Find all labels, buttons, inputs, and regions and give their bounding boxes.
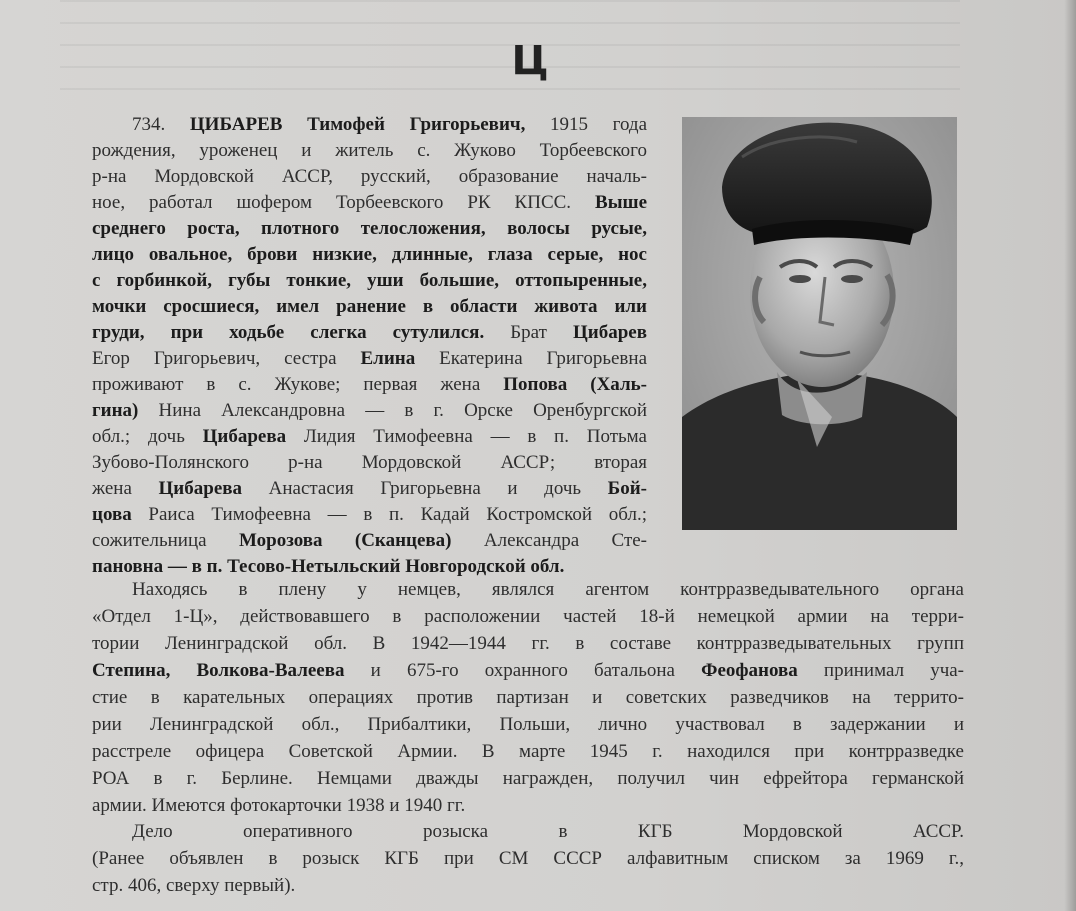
bold-text: Попова (Халь- <box>503 374 648 395</box>
text-line <box>92 372 647 398</box>
text-run: Лидия Тимофеевна — в п. Потьма <box>286 426 647 447</box>
text-run: рождения, уроженец и житель с. Жуково Торбеевского <box>92 140 647 161</box>
text-run: армии. Имеются фотокарточки 1938 и 1940 гг. <box>92 795 466 816</box>
text-line <box>92 346 647 372</box>
entry-paragraph <box>92 112 647 580</box>
bold-text: Цибарев <box>573 322 647 343</box>
text-run: 1915 года <box>525 114 648 135</box>
main-paragraph <box>92 576 964 819</box>
text-run: Раиса Тимофеевна — в п. Кадай Костромской обл.; <box>131 504 647 525</box>
text-line <box>92 684 964 711</box>
text-run: тории Ленинградской обл. В 1942—1944 гг. в составе контрразведывательных групп <box>92 633 964 654</box>
bold-text: с горбинкой, губы тонкие, уши большие, оттопыренные, <box>92 270 647 291</box>
bold-text: лицо овальное, брови низкие, длинные, глаза серые, нос <box>92 244 647 265</box>
bold-text: Степина, Волкова-Валеева <box>92 660 345 681</box>
text-line <box>92 476 647 502</box>
text-line <box>92 320 647 346</box>
bold-text: Бой- <box>607 478 647 499</box>
text-line <box>92 738 964 765</box>
text-line <box>92 242 647 268</box>
text-run: Егор Григорьевич, сестра <box>92 348 361 369</box>
text-line <box>92 657 964 684</box>
text-line <box>92 872 964 899</box>
text-run: Находясь в плену у немцев, являлся агентом контрразведывательного органа <box>132 579 964 600</box>
text-run: Зубово-Полянского р-на Мордовской АССР; вторая <box>92 452 647 473</box>
text-run: Дело оперативного розыска в КГБ Мордовской АССР. <box>132 821 964 842</box>
text-line <box>92 190 647 216</box>
bold-text: Морозова (Сканцева) <box>238 530 452 551</box>
text-run: ное, работал шофером Торбеевского РК КПСС. <box>92 192 596 213</box>
text-run: 734. <box>132 114 190 135</box>
text-line <box>92 630 964 657</box>
text-line <box>92 576 964 603</box>
text-line <box>92 164 647 190</box>
bold-text: пановна — в п. Тесово-Нетыльский Новгородской обл. <box>92 556 565 577</box>
bold-text: Выше <box>595 192 647 213</box>
text-line <box>92 112 647 138</box>
text-run: «Отдел 1-Ц», действовавшего в расположении частей 18-й немецкой армии на терри- <box>92 606 964 627</box>
text-run: Александра Сте- <box>451 530 648 551</box>
text-run: рии Ленинградской обл., Прибалтики, Польши, лично участвовал в задержании и <box>92 714 964 735</box>
section-letter: Ц <box>511 38 549 84</box>
portrait-photo <box>682 117 957 530</box>
text-line <box>92 424 647 450</box>
bold-text: гина) <box>92 400 139 421</box>
bold-text: ЦИБАРЕВ Тимофей Григорьевич, <box>189 114 526 135</box>
text-line <box>92 502 647 528</box>
text-run: (Ранее объявлен в розыск КГБ при СМ СССР алфавитным списком за 1969 г., <box>92 848 964 869</box>
bold-text: мочки сросшиеся, имел ранение в области живота или <box>92 296 647 317</box>
text-line <box>92 711 964 738</box>
text-line <box>92 294 647 320</box>
text-run: проживают в с. Жукове; первая жена <box>92 374 504 395</box>
text-run: жена <box>92 478 159 499</box>
text-line <box>92 528 647 554</box>
text-line <box>92 398 647 424</box>
text-run: стие в карательных операциях против партизан и советских разведчиков на террито- <box>92 687 964 708</box>
text-run: стр. 406, сверху первый). <box>92 875 296 896</box>
text-run: РОА в г. Берлине. Немцами дважды награжден, получил чин ефрейтора германской <box>92 768 964 789</box>
text-run: Екатерина Григорьевна <box>415 348 647 369</box>
text-line <box>92 845 964 872</box>
text-line <box>92 216 647 242</box>
bold-text: груди, при ходьбе слегка сутулился. <box>92 322 485 343</box>
text-run: р-на Мордовской АССР, русский, образование началь- <box>92 166 647 187</box>
text-line <box>92 268 647 294</box>
text-run: расстреле офицера Советской Армии. В марте 1945 г. находился при контрразведке <box>92 741 964 762</box>
text-run: Нина Александровна — в г. Орске Оренбургской <box>138 400 647 421</box>
bold-text: цова <box>92 504 132 525</box>
text-run: Брат <box>484 322 573 343</box>
text-line <box>92 138 647 164</box>
text-line <box>92 792 964 819</box>
text-run: принимал уча- <box>797 660 965 681</box>
text-line <box>92 765 964 792</box>
case-notes <box>92 818 964 899</box>
bold-text: Цибарева <box>202 426 287 447</box>
text-run: обл.; дочь <box>92 426 203 447</box>
bold-text: среднего роста, плотного телосложения, волосы русые, <box>92 218 647 239</box>
text-line <box>92 818 964 845</box>
bold-text: Феофанова <box>701 660 798 681</box>
text-line <box>92 603 964 630</box>
page-edge-shadow <box>1064 0 1076 911</box>
bold-text: Цибарева <box>158 478 243 499</box>
bold-text: Елина <box>360 348 416 369</box>
text-run: Анастасия Григорьевна и дочь <box>242 478 608 499</box>
text-line <box>92 450 647 476</box>
text-run: и 675-го охранного батальона <box>344 660 702 681</box>
text-run: сожительница <box>92 530 239 551</box>
